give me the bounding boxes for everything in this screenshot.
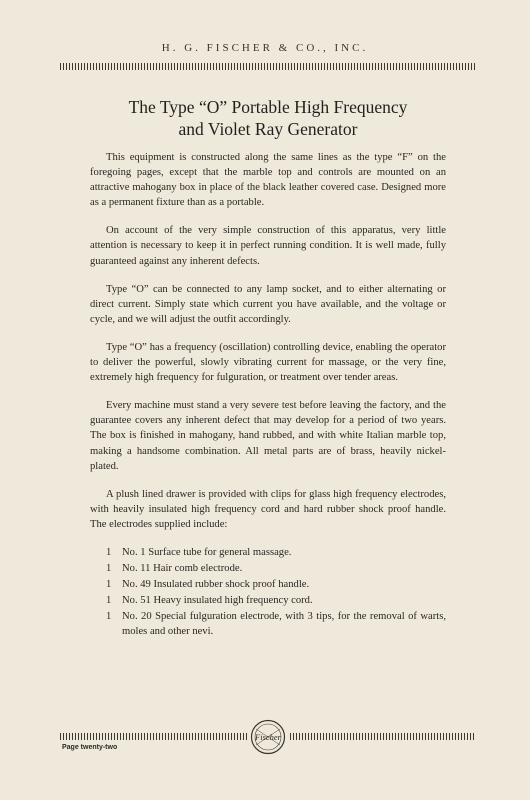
seal-text: Fischer	[255, 732, 281, 742]
body-text	[90, 150, 446, 641]
item-text: No. 49 Insulated rubber shock proof handle.	[122, 579, 310, 591]
item-text: No. 20 Special fulguration electrode, with 3 tips, for the removal of warts, moles and other nevi.	[122, 611, 446, 638]
list-item	[90, 593, 446, 608]
item-text: No. 1 Surface tube for general massage.	[122, 546, 292, 558]
item-quantity: 1	[106, 546, 112, 558]
electrode-list	[90, 545, 446, 640]
paragraph-current: Type “O” can be connected to any lamp socket, and to either alternating or direct current. Simply state which current you have available, and the voltage or cycle, and we will adjust the outfit accordingly.	[90, 283, 446, 325]
list-item	[90, 561, 446, 576]
paragraph-intro: This equipment is constructed along the same lines as the type “F” on the foregoing pages, except that the marble top and controls are mounted on an attractive mahogany box in place of the black leather covered case. Designed more as a permanent fixture than as a portable.	[90, 152, 446, 209]
title-line-2: and Violet Ray Generator	[178, 119, 358, 139]
paragraph-construction: On account of the very simple construction of this apparatus, very little attention is necessary to keep it in perfect running condition. It is well made, fully guaranteed against any inherent defects.	[90, 225, 446, 267]
paragraph-guarantee: Every machine must stand a very severe test before leaving the factory, and the guarantee covers any inherent defect that may develop for a period of two years. The box is finished in mahogany, hand rubbed, and with white Italian marble top, making a handsome combination. All metal parts are of brass, heavily nickel-plated.	[90, 400, 446, 472]
company-header: H. G. FISCHER & CO., INC.	[161, 42, 369, 54]
fischer-seal-icon	[250, 719, 286, 755]
list-item	[90, 545, 446, 560]
list-item	[90, 609, 446, 639]
page-number: Page twenty-two	[62, 744, 118, 751]
item-quantity: 1	[106, 563, 112, 575]
list-item	[90, 577, 446, 592]
item-text: No. 51 Heavy insulated high frequency cord.	[122, 595, 313, 607]
paragraph-drawer: A plush lined drawer is provided with clips for glass high frequency electrodes, with heavily insulated high frequency cord and hard rubber shock proof handle. The electrodes supplied include:	[90, 488, 446, 530]
item-quantity: 1	[106, 595, 112, 607]
item-quantity: 1	[106, 579, 112, 591]
paragraph-frequency: Type “O” has a frequency (oscillation) controlling device, enabling the operator to deliver the powerful, slowly vibrating current for massage, or the very fine, extremely high frequency for fulguration, or treatment over tender areas.	[90, 341, 446, 384]
item-quantity: 1	[106, 611, 112, 623]
bottom-right-ornamental-rule	[290, 733, 476, 740]
top-ornamental-rule	[60, 63, 476, 70]
page-title	[60, 96, 476, 140]
title-line-1: The Type “O” Portable High Frequency	[128, 97, 408, 117]
bottom-left-ornamental-rule	[60, 733, 248, 740]
item-text: No. 11 Hair comb electrode.	[122, 563, 243, 575]
